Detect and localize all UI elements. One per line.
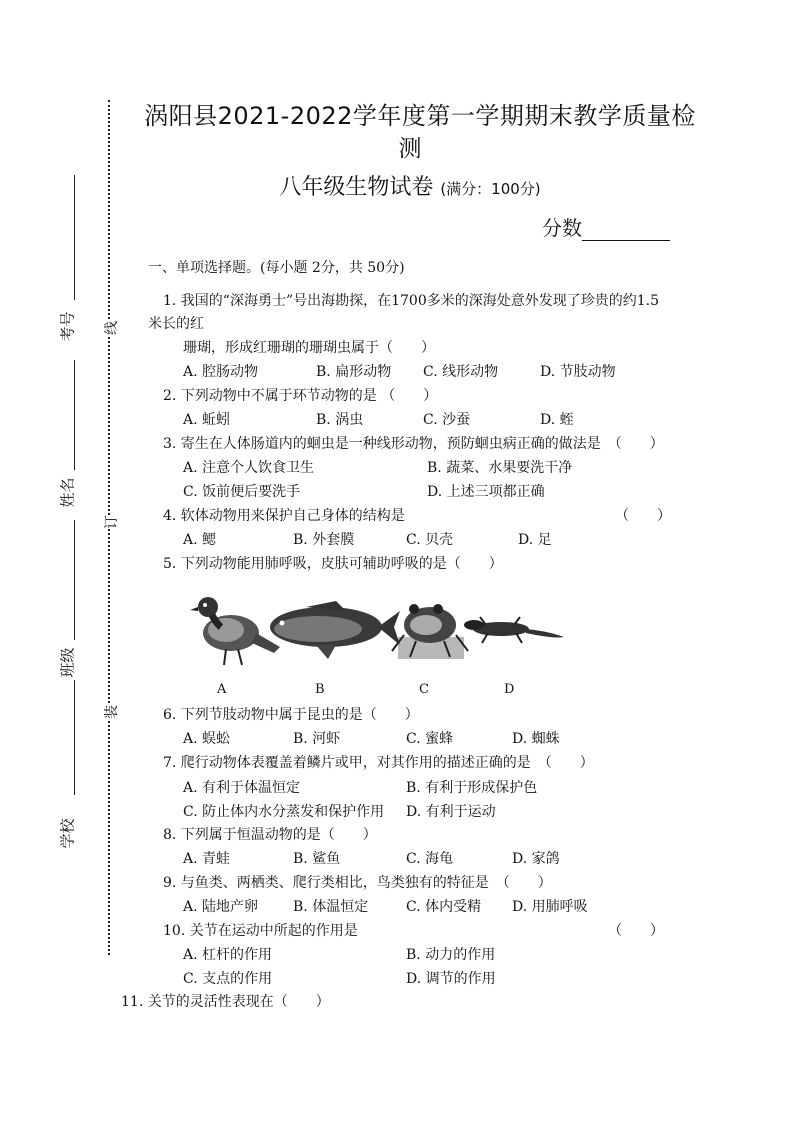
binding-mark-xian: 线 — [101, 321, 121, 335]
q5-label-b: B — [315, 682, 325, 697]
binding-field-xuexiao: 学校 — [58, 818, 77, 849]
binding-field-banji: 班级 — [58, 647, 77, 678]
q6-stem: 6. 下列节肢动物中属于昆虫的是（ ） — [163, 707, 419, 723]
q10-answer-paren[interactable]: （ ） — [608, 923, 664, 939]
q9-option-a[interactable]: A. 陆地产卵 — [183, 899, 259, 915]
q1-option-a[interactable]: A. 腔肠动物 — [183, 364, 259, 380]
q6-option-c[interactable]: C. 蜜蜂 — [406, 731, 454, 747]
q10-option-d[interactable]: D. 调节的作用 — [406, 971, 496, 987]
q2-stem: 2. 下列动物中不属于环节动物的是 （ ） — [163, 388, 438, 404]
q7-option-b[interactable]: B. 有利于形成保护色 — [406, 780, 538, 796]
q1-stem-line2: 米长的红 — [148, 316, 204, 332]
lizard-figure — [464, 617, 564, 643]
q3-option-b[interactable]: B. 蔬菜、水果要洗干净 — [427, 460, 573, 476]
q9-option-b[interactable]: B. 体温恒定 — [293, 899, 369, 915]
q7-option-d[interactable]: D. 有利于运动 — [406, 804, 496, 820]
q3-option-a[interactable]: A. 注意个人饮食卫生 — [183, 460, 315, 476]
q5-label-a: A — [217, 682, 227, 697]
binding-field-line-2 — [74, 360, 75, 470]
q4-option-d[interactable]: D. 足 — [518, 532, 552, 548]
q3-option-c[interactable]: C. 饭前便后要洗手 — [183, 484, 301, 500]
q5-label-c: C — [419, 682, 429, 697]
q5-stem: 5. 下列动物能用肺呼吸，皮肤可辅助呼吸的是（ ） — [163, 556, 503, 572]
binding-field-xingming: 姓名 — [58, 477, 77, 508]
binding-field-line-3 — [74, 520, 75, 640]
q10-option-a[interactable]: A. 杠杆的作用 — [183, 947, 273, 963]
q6-option-d[interactable]: D. 蜘蛛 — [512, 731, 560, 747]
q5-label-d: D — [504, 682, 515, 697]
binding-field-kaohao: 考号 — [58, 311, 77, 342]
section-1-heading: 一、单项选择题。(每小题 2分，共 50分) — [148, 260, 405, 276]
binding-mark-ding: 订 — [101, 515, 121, 529]
fish-figure — [270, 601, 400, 659]
binding-mark-zhuang: 装 — [101, 705, 121, 719]
binding-field-line-1 — [74, 175, 75, 300]
q7-option-a[interactable]: A. 有利于体温恒定 — [183, 780, 301, 796]
q4-option-a[interactable]: A. 鳃 — [183, 532, 217, 548]
score-label: 分数 — [542, 216, 582, 240]
q8-option-b[interactable]: B. 鲨鱼 — [293, 851, 341, 867]
q9-option-d[interactable]: D. 用肺呼吸 — [512, 899, 588, 915]
pigeon-figure — [190, 597, 280, 665]
frog-figure — [392, 604, 468, 659]
q1-option-b[interactable]: B. 扁形动物 — [316, 364, 392, 380]
q8-option-d[interactable]: D. 家鸽 — [512, 851, 560, 867]
score-blank[interactable] — [582, 222, 670, 241]
q10-option-b[interactable]: B. 动力的作用 — [406, 947, 496, 963]
q11-stem: 11. 关节的灵活性表现在（ ） — [121, 994, 330, 1010]
q4-answer-paren[interactable]: （ ） — [615, 508, 671, 524]
q9-option-c[interactable]: C. 体内受精 — [406, 899, 482, 915]
exam-subtitle — [140, 170, 680, 201]
q2-option-a[interactable]: A. 蚯蚓 — [183, 412, 231, 428]
q3-option-d[interactable]: D. 上述三项都正确 — [427, 484, 545, 500]
q8-option-a[interactable]: A. 青蛙 — [183, 851, 231, 867]
q10-option-c[interactable]: C. 支点的作用 — [183, 971, 273, 987]
subject-title: 八年级生物试卷 — [279, 175, 434, 200]
q6-option-a[interactable]: A. 蜈蚣 — [183, 731, 231, 747]
q4-stem: 4. 软体动物用来保护自己身体的结构是 — [163, 508, 405, 524]
score-field — [542, 212, 670, 241]
q2-option-b[interactable]: B. 涡虫 — [316, 412, 364, 428]
q9-stem: 9. 与鱼类、两栖类、爬行类相比，鸟类独有的特征是 （ ） — [163, 875, 552, 891]
q2-option-d[interactable]: D. 蛭 — [540, 412, 574, 428]
q1-stem-line3: 珊瑚，形成红珊瑚的珊瑚虫属于（ ） — [183, 340, 435, 356]
q5-animals-figure — [186, 585, 570, 671]
q4-option-c[interactable]: C. 贝壳 — [406, 532, 454, 548]
q8-stem: 8. 下列属于恒温动物的是（ ） — [163, 827, 377, 843]
q10-stem: 10. 关节在运动中所起的作用是 — [163, 923, 358, 939]
q6-option-b[interactable]: B. 河虾 — [293, 731, 341, 747]
q1-option-d[interactable]: D. 节肢动物 — [540, 364, 616, 380]
binding-field-line-4 — [74, 680, 75, 795]
exam-title-line2: 测 — [398, 136, 422, 162]
exam-title-line1: 涡阳县2021-2022学年度第一学期期末教学质量检 — [144, 102, 696, 130]
q3-stem: 3. 寄生在人体肠道内的蛔虫是一种线形动物，预防蛔虫病正确的做法是 （ ） — [163, 436, 664, 452]
q1-stem-line1: 1. 我国的“深海勇士”号出海勘探，在1700多米的深海处意外发现了珍贵的约1.5 — [163, 293, 660, 309]
q7-stem: 7. 爬行动物体表覆盖着鳞片或甲，对其作用的描述正确的是 （ ） — [163, 755, 594, 771]
q4-option-b[interactable]: B. 外套膜 — [293, 532, 355, 548]
full-score: (满分：100分) — [440, 180, 541, 198]
q7-option-c[interactable]: C. 防止体内水分蒸发和保护作用 — [183, 804, 385, 820]
q2-option-c[interactable]: C. 沙蚕 — [423, 412, 471, 428]
q8-option-c[interactable]: C. 海龟 — [406, 851, 454, 867]
q1-option-c[interactable]: C. 线形动物 — [423, 364, 499, 380]
